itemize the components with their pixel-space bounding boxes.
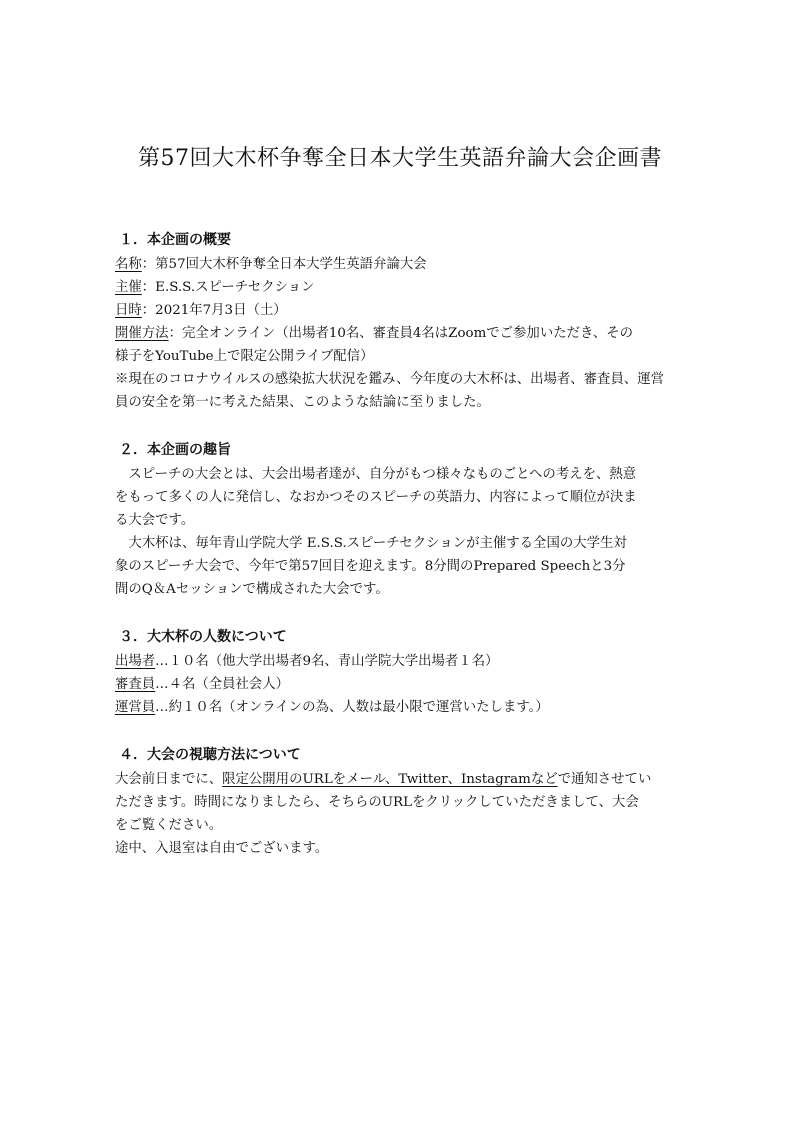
contestants-label: 出場者 <box>115 654 156 669</box>
document-title: 第57回大木杯争奪全日本大学生英語弁論大会企画書 <box>138 146 662 171</box>
event-host-label: 主催 <box>115 280 142 295</box>
viewing-line-1 <box>115 768 690 791</box>
covid-note-line-2: 員の安全を第一に考えた結果、このような結論に至りました。 <box>115 395 490 410</box>
purpose-paragraph-1-line-1: スピーチの大会とは、大会出場者達が、自分がもつ様々なものごとへの考えを、熱意 <box>128 467 637 482</box>
event-method-label: 開催方法 <box>115 326 169 341</box>
event-method-line <box>115 322 690 345</box>
event-date-label: 日時 <box>115 303 142 318</box>
document-body <box>115 228 690 860</box>
covid-note-line-1: ※現在のコロナウイルスの感染拡大状況を鑑み、今年度の大木杯は、出場者、審査員、運営 <box>115 372 665 387</box>
section-people <box>115 625 690 719</box>
staff-label: 運営員 <box>115 700 156 715</box>
event-name-line <box>115 253 690 276</box>
purpose-paragraph-1-line-3: る大会です。 <box>115 513 195 528</box>
event-host-value: ：E.S.S.スピーチセクション <box>141 280 315 295</box>
viewing-line-1-start: 大会前日までに、 <box>115 772 223 787</box>
staff-value: …約１０名（オンラインの為、人数は最小限で運営いたします。） <box>155 700 549 715</box>
event-date-value: ：2021年7月3日（土） <box>141 303 287 318</box>
judges-value: …４名（全員社会人） <box>155 677 290 692</box>
section-heading-people: ３．大木杯の人数について <box>119 629 287 645</box>
staff-line <box>115 696 690 719</box>
section-heading-viewing: ４．大会の視聴方法について <box>119 747 301 763</box>
viewing-url-notice: 限定公開用のURLをメール、Twitter、Instagramなど <box>222 772 558 787</box>
section-purpose <box>115 438 690 601</box>
contestants-line <box>115 650 690 673</box>
viewing-line-1-end: で通知させてい <box>557 772 652 787</box>
purpose-paragraph-2-line-1: 大木杯は、毎年青山学院大学 E.S.S.スピーチセクションが主催する全国の大学生対 <box>128 536 627 551</box>
viewing-line-2: ただきます。時間になりましたら、そちらのURLをクリックしていただきまして、大会 <box>115 795 639 810</box>
event-name-label: 名称 <box>115 257 142 272</box>
contestants-value: …１０名（他大学出場者9名、青山学院大学出場者１名） <box>155 654 499 669</box>
event-date-line <box>115 299 690 322</box>
event-method-line-2: 様子をYouTube上で限定公開ライブ配信） <box>115 349 374 364</box>
section-overview <box>115 228 690 414</box>
event-method-value: ：完全オンライン（出場者10名、審査員4名はZoomでご参加いただき、その <box>168 326 634 341</box>
event-name-value: ：第57回大木杯争奪全日本大学生英語弁論大会 <box>141 257 427 272</box>
section-heading-purpose: ２．本企画の趣旨 <box>119 442 231 458</box>
purpose-paragraph-2-line-3: 間のQ＆Aセッションで構成された大会です。 <box>115 582 389 597</box>
purpose-paragraph-1-line-2: をもって多くの人に発信し、なおかつそのスピーチの英語力、内容によって順位が決ま <box>115 490 637 505</box>
judges-label: 審査員 <box>115 677 156 692</box>
section-viewing <box>115 743 690 860</box>
event-host-line <box>115 276 690 299</box>
section-heading-overview: １．本企画の概要 <box>119 232 231 248</box>
purpose-paragraph-2-line-2: 象のスピーチ大会で、今年で第57回目を迎えます。8分間のPrepared Speechと3分 <box>115 559 626 574</box>
judges-line <box>115 673 690 696</box>
viewing-line-4: 途中、入退室は自由でございます。 <box>115 841 329 856</box>
viewing-line-3: をご覧ください。 <box>115 818 223 833</box>
